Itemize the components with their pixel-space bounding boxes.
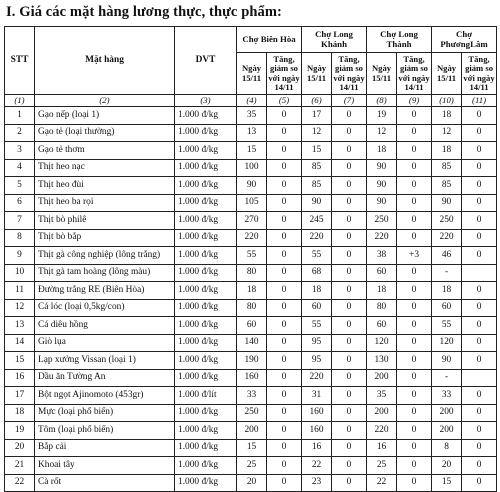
cell-change-long-khanh: 0 xyxy=(332,142,367,160)
cell-stt: 22 xyxy=(5,474,35,492)
cell-price-phuong-lam: 200 xyxy=(432,404,462,422)
cell-change-phuong-lam: 0 xyxy=(462,124,497,142)
cell-unit: 1.000 đ/kg xyxy=(175,264,237,282)
cell-stt: 12 xyxy=(5,299,35,317)
cell-price-long-khanh: 160 xyxy=(302,422,332,440)
cell-price-long-thanh: 130 xyxy=(367,352,397,370)
cell-change-long-thanh: 0 xyxy=(397,142,432,160)
table-row xyxy=(5,282,497,300)
cell-item-name: Bột ngọt Ajinomoto (453gr) xyxy=(35,387,175,405)
cell-item-name: Thịt gà tam hoàng (lông màu) xyxy=(35,264,175,282)
cell-change-phuong-lam: 0 xyxy=(462,334,497,352)
cell-price-bien-hoa: 200 xyxy=(237,422,267,440)
cell-price-bien-hoa: 60 xyxy=(237,317,267,335)
cell-stt: 19 xyxy=(5,422,35,440)
cell-stt: 16 xyxy=(5,369,35,387)
cell-change-phuong-lam: 0 xyxy=(462,387,497,405)
cell-stt: 10 xyxy=(5,264,35,282)
cell-item-name: Cà rốt xyxy=(35,474,175,492)
table-row xyxy=(5,264,497,282)
cell-stt: 11 xyxy=(5,282,35,300)
cell-item-name: Gạo tẻ thơm xyxy=(35,142,175,160)
cell-change-phuong-lam: 0 xyxy=(462,422,497,440)
cell-change-long-thanh: 0 xyxy=(397,124,432,142)
cell-change-bien-hoa: 0 xyxy=(267,282,302,300)
cell-unit: 1.000 đ/kg xyxy=(175,282,237,300)
cell-unit: 1.000 đ/kg xyxy=(175,299,237,317)
price-table xyxy=(4,26,497,492)
cell-change-phuong-lam: 0 xyxy=(462,212,497,230)
cell-change-long-thanh: 0 xyxy=(397,229,432,247)
cell-price-long-thanh: 19 xyxy=(367,107,397,125)
cell-price-long-khanh: 12 xyxy=(302,124,332,142)
cell-price-phuong-lam: 90 xyxy=(432,194,462,212)
cell-change-long-thanh: +3 xyxy=(397,247,432,265)
cell-price-long-khanh: 245 xyxy=(302,212,332,230)
cell-change-long-thanh: 0 xyxy=(397,317,432,335)
header-price-long-thanh: Ngày 15/11 xyxy=(367,53,397,95)
cell-change-bien-hoa: 0 xyxy=(267,194,302,212)
header-price-bien-hoa: Ngày 15/11 xyxy=(237,53,267,95)
cell-unit: 1.000 đ/kg xyxy=(175,107,237,125)
cell-price-bien-hoa: 190 xyxy=(237,352,267,370)
cell-change-long-khanh: 0 xyxy=(332,457,367,475)
cell-stt: 14 xyxy=(5,334,35,352)
column-index: (7) xyxy=(332,95,367,107)
header-market-long-khanh: Chợ Long Khánh xyxy=(302,27,367,53)
cell-change-long-khanh: 0 xyxy=(332,124,367,142)
table-row xyxy=(5,369,497,387)
cell-change-phuong-lam: 0 xyxy=(462,404,497,422)
header-item: Mặt hàng xyxy=(35,27,175,95)
cell-change-bien-hoa: 0 xyxy=(267,457,302,475)
cell-price-phuong-lam: 18 xyxy=(432,282,462,300)
cell-change-phuong-lam: 0 xyxy=(462,194,497,212)
cell-price-phuong-lam: 60 xyxy=(432,299,462,317)
cell-price-long-khanh: 23 xyxy=(302,474,332,492)
cell-unit: 1.000 đ/kg xyxy=(175,247,237,265)
cell-price-long-thanh: 25 xyxy=(367,457,397,475)
cell-change-phuong-lam xyxy=(462,369,497,387)
cell-change-long-khanh: 0 xyxy=(332,264,367,282)
cell-price-bien-hoa: 80 xyxy=(237,264,267,282)
cell-price-long-thanh: 220 xyxy=(367,229,397,247)
cell-price-phuong-lam: 55 xyxy=(432,317,462,335)
cell-change-phuong-lam: 0 xyxy=(462,352,497,370)
cell-price-bien-hoa: 55 xyxy=(237,247,267,265)
cell-change-bien-hoa: 0 xyxy=(267,264,302,282)
cell-price-long-khanh: 160 xyxy=(302,404,332,422)
cell-unit: 1.000 đ/kg xyxy=(175,457,237,475)
cell-price-long-thanh: 12 xyxy=(367,124,397,142)
cell-item-name: Thịt gà công nghiệp (lông trắng) xyxy=(35,247,175,265)
cell-price-long-khanh: 90 xyxy=(302,194,332,212)
cell-change-long-thanh: 0 xyxy=(397,159,432,177)
column-index: (10) xyxy=(432,95,462,107)
cell-price-long-thanh: 220 xyxy=(367,422,397,440)
cell-price-phuong-lam: 220 xyxy=(432,229,462,247)
cell-stt: 15 xyxy=(5,352,35,370)
cell-price-phuong-lam: 33 xyxy=(432,387,462,405)
cell-price-long-thanh: 120 xyxy=(367,334,397,352)
table-row xyxy=(5,474,497,492)
cell-change-long-thanh: 0 xyxy=(397,439,432,457)
cell-price-bien-hoa: 160 xyxy=(237,369,267,387)
cell-price-bien-hoa: 13 xyxy=(237,124,267,142)
cell-change-phuong-lam: 0 xyxy=(462,177,497,195)
cell-change-bien-hoa: 0 xyxy=(267,422,302,440)
header-price-long-khanh: Ngày 15/11 xyxy=(302,53,332,95)
cell-change-long-thanh: 0 xyxy=(397,299,432,317)
cell-change-phuong-lam: 0 xyxy=(462,317,497,335)
cell-price-phuong-lam: 18 xyxy=(432,107,462,125)
cell-change-long-khanh: 0 xyxy=(332,247,367,265)
cell-price-bien-hoa: 18 xyxy=(237,282,267,300)
cell-price-phuong-lam: 15 xyxy=(432,474,462,492)
cell-stt: 7 xyxy=(5,212,35,230)
cell-change-phuong-lam: 0 xyxy=(462,107,497,125)
cell-change-long-khanh: 0 xyxy=(332,212,367,230)
table-row xyxy=(5,299,497,317)
cell-price-phuong-lam: 12 xyxy=(432,124,462,142)
column-index: (5) xyxy=(267,95,302,107)
cell-change-bien-hoa: 0 xyxy=(267,142,302,160)
table-row xyxy=(5,387,497,405)
cell-change-long-thanh: 0 xyxy=(397,177,432,195)
cell-item-name: Cá lóc (loại 0,5kg/con) xyxy=(35,299,175,317)
cell-change-bien-hoa: 0 xyxy=(267,124,302,142)
cell-price-bien-hoa: 270 xyxy=(237,212,267,230)
cell-price-long-khanh: 95 xyxy=(302,334,332,352)
cell-change-bien-hoa: 0 xyxy=(267,404,302,422)
cell-item-name: Thịt bò bắp xyxy=(35,229,175,247)
cell-price-bien-hoa: 35 xyxy=(237,107,267,125)
cell-price-long-khanh: 22 xyxy=(302,457,332,475)
cell-stt: 3 xyxy=(5,142,35,160)
cell-change-phuong-lam: 0 xyxy=(462,247,497,265)
cell-price-long-thanh: 60 xyxy=(367,317,397,335)
cell-price-bien-hoa: 250 xyxy=(237,404,267,422)
cell-price-long-thanh: 60 xyxy=(367,264,397,282)
cell-stt: 5 xyxy=(5,177,35,195)
column-index: (8) xyxy=(367,95,397,107)
cell-change-bien-hoa: 0 xyxy=(267,229,302,247)
cell-price-long-thanh: 35 xyxy=(367,387,397,405)
cell-price-phuong-lam: 20 xyxy=(432,457,462,475)
cell-price-long-khanh: 85 xyxy=(302,159,332,177)
cell-item-name: Thịt bò philê xyxy=(35,212,175,230)
cell-change-bien-hoa: 0 xyxy=(267,107,302,125)
table-row xyxy=(5,317,497,335)
cell-price-bien-hoa: 33 xyxy=(237,387,267,405)
cell-change-long-khanh: 0 xyxy=(332,334,367,352)
column-index-row xyxy=(5,95,497,107)
header-market-bien-hoa: Chợ Biên Hòa xyxy=(237,27,302,53)
cell-unit: 1.000 đ/kg xyxy=(175,439,237,457)
cell-change-bien-hoa: 0 xyxy=(267,474,302,492)
cell-item-name: Gạo nếp (loại 1) xyxy=(35,107,175,125)
cell-unit: 1.000 đ/kg xyxy=(175,177,237,195)
cell-change-long-thanh: 0 xyxy=(397,369,432,387)
cell-stt: 8 xyxy=(5,229,35,247)
column-index: (9) xyxy=(397,95,432,107)
cell-change-bien-hoa: 0 xyxy=(267,299,302,317)
header-change-phuong-lam: Tăng, giảm so với ngày 14/11 xyxy=(462,53,497,95)
cell-price-long-khanh: 15 xyxy=(302,142,332,160)
cell-change-phuong-lam: 0 xyxy=(462,457,497,475)
column-index: (3) xyxy=(175,95,237,107)
cell-price-bien-hoa: 105 xyxy=(237,194,267,212)
cell-price-long-khanh: 16 xyxy=(302,439,332,457)
cell-unit: 1.000 đ/kg xyxy=(175,159,237,177)
cell-change-bien-hoa: 0 xyxy=(267,369,302,387)
cell-price-long-thanh: 22 xyxy=(367,474,397,492)
cell-change-long-thanh: 0 xyxy=(397,282,432,300)
cell-price-long-khanh: 220 xyxy=(302,229,332,247)
cell-change-long-khanh: 0 xyxy=(332,229,367,247)
cell-unit: 1.000 đ/kg xyxy=(175,352,237,370)
cell-change-long-khanh: 0 xyxy=(332,439,367,457)
table-row xyxy=(5,107,497,125)
column-index: (2) xyxy=(35,95,175,107)
cell-unit: 1.000 đ/kg xyxy=(175,229,237,247)
cell-price-bien-hoa: 140 xyxy=(237,334,267,352)
column-index: (6) xyxy=(302,95,332,107)
table-row xyxy=(5,177,497,195)
cell-unit: 1.000 đ/lít xyxy=(175,387,237,405)
cell-price-phuong-lam: 18 xyxy=(432,142,462,160)
header-price-phuong-lam: Ngày 15/11 xyxy=(432,53,462,95)
table-row xyxy=(5,212,497,230)
cell-change-bien-hoa: 0 xyxy=(267,387,302,405)
table-row xyxy=(5,439,497,457)
cell-price-long-thanh: 90 xyxy=(367,159,397,177)
cell-unit: 1.000 đ/kg xyxy=(175,334,237,352)
table-row xyxy=(5,229,497,247)
cell-price-phuong-lam: 46 xyxy=(432,247,462,265)
cell-item-name: Lạp xưởng Vissan (loại 1) xyxy=(35,352,175,370)
cell-change-bien-hoa: 0 xyxy=(267,317,302,335)
cell-item-name: Thịt heo đùi xyxy=(35,177,175,195)
cell-unit: 1.000 đ/kg xyxy=(175,212,237,230)
cell-change-long-khanh: 0 xyxy=(332,317,367,335)
cell-price-long-thanh: 200 xyxy=(367,369,397,387)
cell-change-bien-hoa: 0 xyxy=(267,334,302,352)
column-index: (1) xyxy=(5,95,35,107)
table-row xyxy=(5,457,497,475)
cell-price-bien-hoa: 15 xyxy=(237,142,267,160)
cell-unit: 1.000 đ/kg xyxy=(175,317,237,335)
cell-price-long-thanh: 200 xyxy=(367,404,397,422)
cell-unit: 1.000 đ/kg xyxy=(175,369,237,387)
cell-item-name: Bắp cải xyxy=(35,439,175,457)
cell-change-phuong-lam: 0 xyxy=(462,159,497,177)
cell-unit: 1.000 đ/kg xyxy=(175,404,237,422)
cell-unit: 1.000 đ/kg xyxy=(175,124,237,142)
cell-change-phuong-lam: 0 xyxy=(462,299,497,317)
cell-stt: 20 xyxy=(5,439,35,457)
cell-change-long-thanh: 0 xyxy=(397,334,432,352)
cell-change-long-khanh: 0 xyxy=(332,474,367,492)
cell-price-phuong-lam: 85 xyxy=(432,159,462,177)
cell-price-phuong-lam: 85 xyxy=(432,177,462,195)
cell-price-long-khanh: 18 xyxy=(302,282,332,300)
cell-change-long-khanh: 0 xyxy=(332,369,367,387)
cell-change-long-thanh: 0 xyxy=(397,352,432,370)
cell-price-bien-hoa: 25 xyxy=(237,457,267,475)
table-row xyxy=(5,124,497,142)
header-change-bien-hoa: Tăng, giảm so với ngày 14/11 xyxy=(267,53,302,95)
cell-change-long-thanh: 0 xyxy=(397,387,432,405)
cell-item-name: Tôm (loại phổ biến) xyxy=(35,422,175,440)
cell-price-bien-hoa: 80 xyxy=(237,299,267,317)
header-market-long-thanh: Chợ Long Thành xyxy=(367,27,432,53)
cell-unit: 1.000 đ/kg xyxy=(175,194,237,212)
cell-unit: 1.000 đ/kg xyxy=(175,422,237,440)
cell-change-long-khanh: 0 xyxy=(332,159,367,177)
cell-item-name: Gạo tẻ (loại thường) xyxy=(35,124,175,142)
cell-price-phuong-lam: 8 xyxy=(432,439,462,457)
cell-change-phuong-lam: 0 xyxy=(462,439,497,457)
cell-price-long-khanh: 220 xyxy=(302,369,332,387)
cell-price-long-thanh: 90 xyxy=(367,194,397,212)
cell-unit: 1.000 đ/kg xyxy=(175,474,237,492)
cell-change-bien-hoa: 0 xyxy=(267,439,302,457)
header-change-long-khanh: Tăng, giảm so với ngày 14/11 xyxy=(332,53,367,95)
table-row xyxy=(5,334,497,352)
cell-stt: 2 xyxy=(5,124,35,142)
cell-price-long-thanh: 80 xyxy=(367,299,397,317)
cell-price-long-khanh: 55 xyxy=(302,317,332,335)
cell-change-phuong-lam: 0 xyxy=(462,229,497,247)
header-stt: STT xyxy=(5,27,35,95)
cell-stt: 21 xyxy=(5,457,35,475)
cell-change-long-khanh: 0 xyxy=(332,422,367,440)
cell-price-long-thanh: 16 xyxy=(367,439,397,457)
cell-item-name: Cá diêu hồng xyxy=(35,317,175,335)
cell-change-bien-hoa: 0 xyxy=(267,159,302,177)
cell-item-name: Mực (loại phổ biến) xyxy=(35,404,175,422)
cell-change-long-khanh: 0 xyxy=(332,352,367,370)
cell-change-long-khanh: 0 xyxy=(332,387,367,405)
cell-stt: 9 xyxy=(5,247,35,265)
cell-change-phuong-lam: 0 xyxy=(462,474,497,492)
cell-change-phuong-lam: 0 xyxy=(462,282,497,300)
header-change-long-thanh: Tăng, giảm so với ngày 14/11 xyxy=(397,53,432,95)
cell-stt: 1 xyxy=(5,107,35,125)
cell-price-phuong-lam: 250 xyxy=(432,212,462,230)
cell-item-name: Thịt heo nạc xyxy=(35,159,175,177)
cell-price-long-thanh: 18 xyxy=(367,282,397,300)
cell-change-long-thanh: 0 xyxy=(397,212,432,230)
cell-price-long-thanh: 38 xyxy=(367,247,397,265)
cell-change-long-khanh: 0 xyxy=(332,177,367,195)
cell-change-long-khanh: 0 xyxy=(332,404,367,422)
cell-change-long-khanh: 0 xyxy=(332,282,367,300)
header-market-phuong-lam: Chợ PhươngLâm xyxy=(432,27,497,53)
cell-change-phuong-lam xyxy=(462,264,497,282)
cell-item-name: Thịt heo ba rọi xyxy=(35,194,175,212)
cell-change-long-thanh: 0 xyxy=(397,107,432,125)
column-index: (4) xyxy=(237,95,267,107)
table-row xyxy=(5,352,497,370)
cell-change-long-thanh: 0 xyxy=(397,457,432,475)
cell-price-bien-hoa: 220 xyxy=(237,229,267,247)
cell-price-phuong-lam: 120 xyxy=(432,334,462,352)
cell-change-long-khanh: 0 xyxy=(332,299,367,317)
table-body xyxy=(5,107,497,492)
cell-price-long-thanh: 90 xyxy=(367,177,397,195)
cell-change-bien-hoa: 0 xyxy=(267,352,302,370)
table-row xyxy=(5,194,497,212)
cell-change-long-thanh: 0 xyxy=(397,194,432,212)
cell-item-name: Dầu ăn Tường An xyxy=(35,369,175,387)
cell-price-long-khanh: 31 xyxy=(302,387,332,405)
table-row xyxy=(5,159,497,177)
cell-price-long-khanh: 68 xyxy=(302,264,332,282)
cell-stt: 4 xyxy=(5,159,35,177)
table-row xyxy=(5,404,497,422)
cell-item-name: Giò lụa xyxy=(35,334,175,352)
cell-price-bien-hoa: 100 xyxy=(237,159,267,177)
cell-price-phuong-lam: - xyxy=(432,369,462,387)
cell-item-name: Khoai tây xyxy=(35,457,175,475)
cell-change-bien-hoa: 0 xyxy=(267,177,302,195)
cell-price-long-khanh: 95 xyxy=(302,352,332,370)
column-index: (11) xyxy=(462,95,497,107)
cell-stt: 17 xyxy=(5,387,35,405)
cell-price-phuong-lam: - xyxy=(432,264,462,282)
cell-stt: 6 xyxy=(5,194,35,212)
cell-item-name: Đường trắng RE (Biên Hòa) xyxy=(35,282,175,300)
cell-change-long-thanh: 0 xyxy=(397,474,432,492)
table-row xyxy=(5,422,497,440)
cell-price-bien-hoa: 15 xyxy=(237,439,267,457)
cell-price-long-khanh: 60 xyxy=(302,299,332,317)
header-unit: DVT xyxy=(175,27,237,95)
cell-change-bien-hoa: 0 xyxy=(267,212,302,230)
cell-change-long-thanh: 0 xyxy=(397,422,432,440)
table-row xyxy=(5,247,497,265)
cell-price-long-thanh: 18 xyxy=(367,142,397,160)
cell-price-long-khanh: 55 xyxy=(302,247,332,265)
cell-price-bien-hoa: 20 xyxy=(237,474,267,492)
cell-price-phuong-lam: 90 xyxy=(432,352,462,370)
cell-unit: 1.000 đ/kg xyxy=(175,142,237,160)
cell-price-bien-hoa: 90 xyxy=(237,177,267,195)
cell-price-long-thanh: 250 xyxy=(367,212,397,230)
header-row-markets xyxy=(5,27,497,53)
table-row xyxy=(5,142,497,160)
cell-price-long-khanh: 85 xyxy=(302,177,332,195)
cell-stt: 18 xyxy=(5,404,35,422)
cell-change-phuong-lam: 0 xyxy=(462,142,497,160)
cell-change-long-thanh: 0 xyxy=(397,404,432,422)
cell-change-long-thanh: 0 xyxy=(397,264,432,282)
cell-stt: 13 xyxy=(5,317,35,335)
cell-change-long-khanh: 0 xyxy=(332,107,367,125)
section-title: I. Giá các mặt hàng lương thực, thực phẩm: xyxy=(6,4,282,20)
cell-change-long-khanh: 0 xyxy=(332,194,367,212)
cell-change-bien-hoa: 0 xyxy=(267,247,302,265)
cell-price-phuong-lam: 200 xyxy=(432,422,462,440)
cell-price-long-khanh: 17 xyxy=(302,107,332,125)
